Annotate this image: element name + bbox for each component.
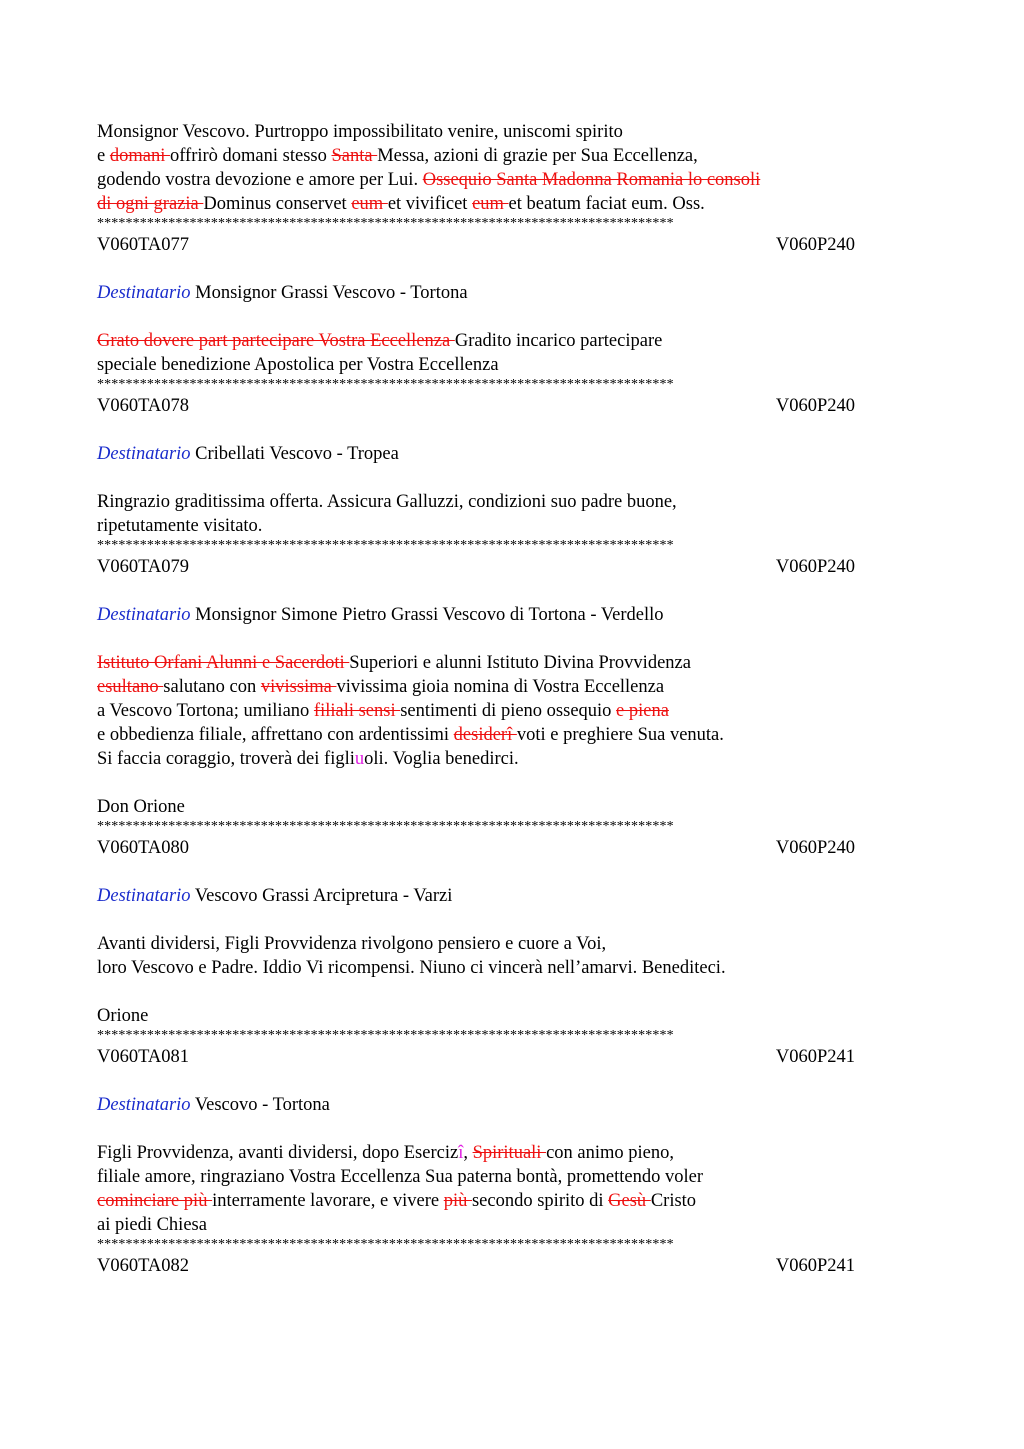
text: Superiori e alunni Istituto Divina Provvidenza <box>349 653 691 673</box>
telegram-code: V060TA081 <box>97 1047 190 1067</box>
recipient: Vescovo - Tortona <box>190 1095 330 1115</box>
intro-line-2 <box>97 144 937 168</box>
signature: Don Orione <box>97 797 185 817</box>
signature: Orione <box>97 1006 149 1026</box>
page-ref: V060P240 <box>775 557 855 577</box>
body-line <box>97 353 937 377</box>
deleted-text: filiali sensi <box>313 701 401 721</box>
separator: ********************************************************************************* <box>97 377 674 392</box>
body-line <box>97 651 937 675</box>
intro-line-4 <box>97 192 937 216</box>
page-ref: V060P240 <box>775 838 855 858</box>
deleted-text: desiderî <box>453 725 517 745</box>
text: loro Vescovo e Padre. Iddio Vi ricompensi. Niuno ci vincerà nell’amarvi. Benediteci. <box>97 958 726 978</box>
intro-line-1 <box>97 120 937 144</box>
text: secondo spirito di <box>471 1191 609 1211</box>
text: e obbedienza filiale, affrettano con ardentissimi <box>97 725 454 745</box>
recipient-label: Destinatario <box>97 283 191 303</box>
text: Ringrazio graditissima offerta. Assicura Galluzzi, condizioni suo padre buone, <box>97 492 677 512</box>
text: Avanti dividersi, Figli Provvidenza rivolgono pensiero e cuore a Voi, <box>97 934 607 954</box>
deleted-text: Santa <box>331 146 378 166</box>
recipient-line <box>97 884 937 908</box>
deleted-text: più <box>443 1191 472 1211</box>
text: speciale benedizione Apostolica per Vostra Eccellenza <box>97 355 499 375</box>
text: , <box>463 1143 473 1163</box>
deleted-text: Gesù <box>608 1191 651 1211</box>
text: ai piedi Chiesa <box>97 1215 207 1235</box>
text: vivissima gioia nomina di Vostra Eccellenza <box>336 677 665 697</box>
body-line <box>97 932 937 956</box>
text: et vivificet <box>387 194 473 214</box>
deleted-text: di ogni grazia <box>97 194 204 214</box>
telegram-code: V060TA082 <box>97 1256 190 1276</box>
separator: ********************************************************************************* <box>97 1237 674 1252</box>
separator: ********************************************************************************* <box>97 819 674 834</box>
recipient-line <box>97 442 937 466</box>
recipient: Vescovo Grassi Arcipretura - Varzi <box>190 886 453 906</box>
body-line <box>97 514 937 538</box>
document-page <box>97 120 937 1278</box>
recipient-line <box>97 603 937 627</box>
separator: ********************************************************************************* <box>97 1028 674 1043</box>
separator: ********************************************************************************* <box>97 538 674 553</box>
telegram-code: V060TA078 <box>97 396 190 416</box>
text: Gradito incarico partecipare <box>454 331 663 351</box>
text: ripetutamente visitato. <box>97 516 263 536</box>
text: godendo vostra devozione e amore per Lui. <box>97 170 423 190</box>
deleted-text: domani <box>109 146 170 166</box>
text: voti e preghiere Sua venuta. <box>516 725 724 745</box>
text: salutano con <box>163 677 261 697</box>
body-line <box>97 675 937 699</box>
telegram-header <box>97 555 855 579</box>
deleted-text: Spirituali <box>472 1143 547 1163</box>
text: Dominus conservet <box>203 194 352 214</box>
inserted-text: u <box>354 749 365 769</box>
telegram-code: V060TA077 <box>97 235 190 255</box>
page-ref: V060P240 <box>775 235 855 255</box>
body-line <box>97 956 937 980</box>
text: Figli Provvidenza, avanti dividersi, dopo Eserciz <box>97 1143 459 1163</box>
intro-line-3 <box>97 168 937 192</box>
body-line <box>97 1141 937 1165</box>
body-line <box>97 329 937 353</box>
recipient: Monsignor Grassi Vescovo - Tortona <box>190 283 468 303</box>
recipient-label: Destinatario <box>97 605 191 625</box>
recipient: Cribellati Vescovo - Tropea <box>190 444 399 464</box>
recipient-line <box>97 1093 937 1117</box>
text: Si faccia coraggio, troverà dei figli <box>97 749 355 769</box>
recipient-line <box>97 281 937 305</box>
page-ref: V060P241 <box>775 1256 855 1276</box>
telegram-header <box>97 1254 855 1278</box>
body-line <box>97 699 937 723</box>
page-ref: V060P240 <box>775 396 855 416</box>
deleted-text: Istituto Orfani Alunni e Sacerdoti <box>97 653 350 673</box>
body-line <box>97 490 937 514</box>
text: Messa, azioni di grazie per Sua Eccellenza, <box>377 146 698 166</box>
text: a Vescovo Tortona; umiliano <box>97 701 314 721</box>
telegram-header <box>97 1045 855 1069</box>
recipient-label: Destinatario <box>97 444 191 464</box>
deleted-text: cominciare più <box>97 1191 213 1211</box>
body-line <box>97 747 937 771</box>
deleted-text: Ossequio Santa Madonna Romania lo consoli <box>422 170 761 190</box>
deleted-text: vivissima <box>260 677 337 697</box>
telegram-header <box>97 233 855 257</box>
body-line <box>97 1165 937 1189</box>
deleted-text: esultano <box>97 677 164 697</box>
recipient-label: Destinatario <box>97 1095 191 1115</box>
body-line <box>97 1213 937 1237</box>
text: Cristo <box>650 1191 697 1211</box>
page-ref: V060P241 <box>775 1047 855 1067</box>
separator: ********************************************************************************* <box>97 216 674 231</box>
text: Monsignor Vescovo. Purtroppo impossibilitato venire, uniscomi spirito <box>97 122 623 142</box>
telegram-code: V060TA079 <box>97 557 190 577</box>
text: sentimenti di pieno ossequio <box>400 701 617 721</box>
recipient: Monsignor Simone Pietro Grassi Vescovo di Tortona - Verdello <box>190 605 664 625</box>
deleted-text: e piena <box>616 701 669 721</box>
text: offrirò domani stesso <box>169 146 332 166</box>
text: filiale amore, ringraziano Vostra Eccellenza Sua paterna bontà, promettendo voler <box>97 1167 703 1187</box>
telegram-header <box>97 394 855 418</box>
text: et beatum faciat eum. Oss. <box>508 194 705 214</box>
recipient-label: Destinatario <box>97 886 191 906</box>
deleted-text: Grato dovere part partecipare Vostra Eccellenza <box>97 331 455 351</box>
deleted-text: eum <box>351 194 388 214</box>
text: e <box>97 146 110 166</box>
telegram-code: V060TA080 <box>97 838 190 858</box>
text: con animo pieno, <box>546 1143 675 1163</box>
inserted-text: î <box>458 1143 464 1163</box>
deleted-text: eum <box>472 194 509 214</box>
text: oli. Voglia benedirci. <box>364 749 519 769</box>
telegram-header <box>97 836 855 860</box>
body-line <box>97 723 937 747</box>
body-line <box>97 1189 937 1213</box>
text: interramente lavorare, e vivere <box>212 1191 444 1211</box>
